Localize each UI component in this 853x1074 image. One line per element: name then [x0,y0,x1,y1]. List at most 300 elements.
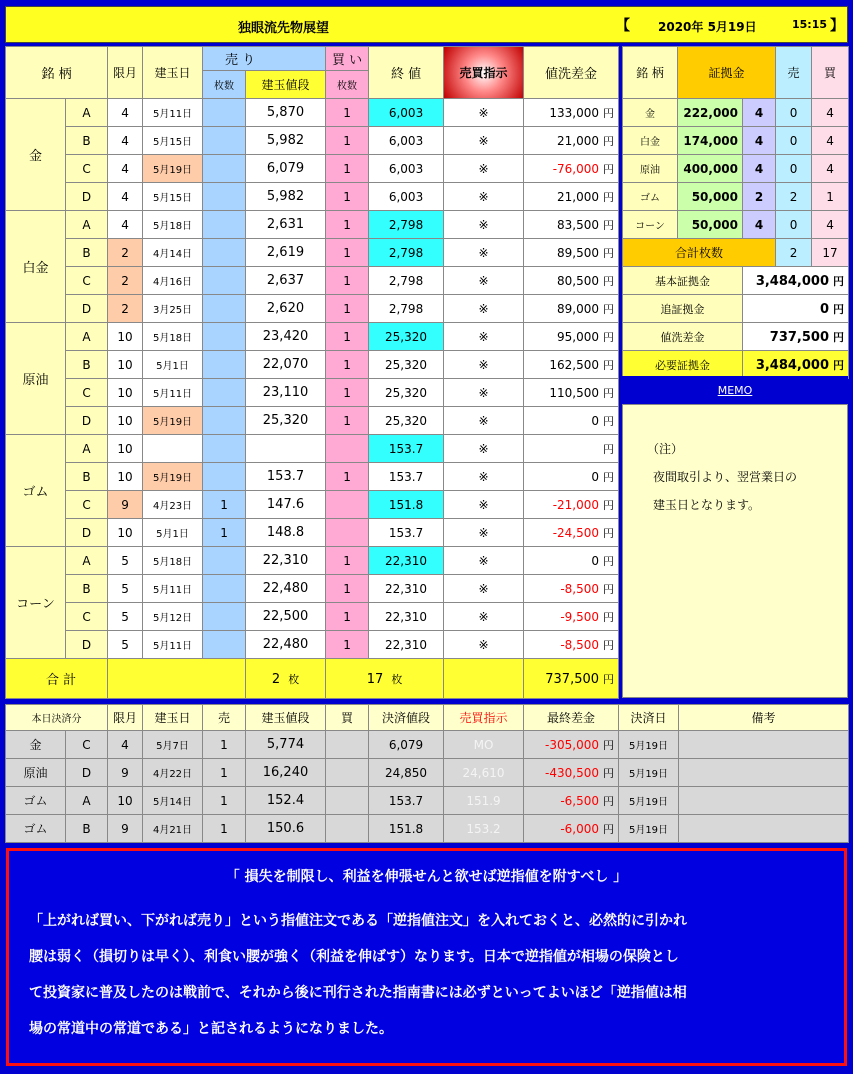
scol-price: 建玉値段 [246,705,326,731]
settle-month: 10 [108,787,143,815]
settle-code: A [66,787,108,815]
row-sell-qty: 1 [203,519,246,547]
margin-buy: 1 [812,183,849,211]
row-price: 2,631 [246,211,326,239]
settle-month: 4 [108,731,143,759]
table-row [6,127,619,155]
settle-price: 16,240 [246,759,326,787]
total-diff-yen: 円 [603,672,615,686]
row-instruction: ※ [444,155,524,183]
row-price: 2,637 [246,267,326,295]
row-instruction: ※ [444,239,524,267]
row-code: D [66,183,108,211]
row-code: A [66,211,108,239]
row-date: 5月11日 [143,575,203,603]
quote-line: 場の常道中の常道である」と記されるようになりました。 [29,1021,393,1037]
settle-note [679,787,849,815]
memo-link[interactable]: MEMO [717,384,753,397]
table-row [6,239,619,267]
margin-count: 4 [743,127,776,155]
memo-box [622,404,848,698]
symbol-name: 金 [6,99,66,211]
row-code: B [66,351,108,379]
row-sell-qty [203,99,246,127]
row-sell-qty [203,323,246,351]
row-diff [524,127,619,155]
summary-yen: 円 [833,302,845,316]
row-diff-value: 133,000 [549,105,600,120]
row-code: B [66,127,108,155]
margin-buy: 4 [812,99,849,127]
row-diff-yen: 円 [603,442,615,456]
settle-sprice: 6,079 [369,731,444,759]
margin-amount: 174,000 [678,127,743,155]
settle-buy [326,759,369,787]
margin-buy: 4 [812,127,849,155]
settle-date: 4月21日 [143,815,203,843]
row-price: 22,070 [246,351,326,379]
row-price: 153.7 [246,463,326,491]
row-month: 10 [108,323,143,351]
settle-name: 金 [6,731,66,759]
memo-line: （注） [647,442,684,456]
row-instruction: ※ [444,463,524,491]
row-buy-qty [326,491,369,519]
row-code: A [66,547,108,575]
margin-sell: 0 [776,127,812,155]
row-diff [524,379,619,407]
scol-diff: 最終差金 [524,705,619,731]
settle-diff-yen: 円 [603,822,614,836]
row-month: 4 [108,155,143,183]
col-symbol: 銘 柄 [6,47,108,99]
row-price: 22,310 [246,547,326,575]
table-row [6,323,619,351]
margin-buy: 4 [812,155,849,183]
settle-diff [524,815,619,843]
summary-row [623,295,849,323]
row-close: 2,798 [369,267,444,295]
row-month: 4 [108,99,143,127]
settle-sdate: 5月19日 [619,787,679,815]
col-date: 建玉日 [143,47,203,99]
row-diff-value: 110,500 [549,385,600,400]
settle-diff-value: -6,000 [560,821,599,836]
row-instruction: ※ [444,547,524,575]
row-price: 5,982 [246,127,326,155]
row-month: 10 [108,435,143,463]
row-diff [524,603,619,631]
row-instruction: ※ [444,491,524,519]
row-sell-qty [203,463,246,491]
row-date: 5月11日 [143,631,203,659]
margin-row [623,127,849,155]
row-diff-yen: 円 [603,414,615,428]
row-code: B [66,239,108,267]
row-diff-value: 80,500 [557,273,600,288]
quote-line: て投資家に普及したのは戦前で、それから後に刊行された指南書には必ずといってよいほど「逆指値は相 [29,985,687,1001]
rcol-buy: 買 [812,47,849,99]
settle-diff-yen: 円 [603,738,614,752]
header-time: 15:15 [792,18,828,31]
symbol-name: 原油 [6,323,66,435]
settle-ins: MO [444,731,524,759]
total-count-label: 合計枚数 [623,239,776,267]
symbol-name: ゴム [6,435,66,547]
row-sell-qty [203,295,246,323]
settle-diff-yen: 円 [603,794,614,808]
row-diff [524,519,619,547]
row-close: 25,320 [369,379,444,407]
settle-note [679,815,849,843]
row-month: 4 [108,183,143,211]
settle-name: ゴム [6,815,66,843]
settle-note [679,731,849,759]
settlement-row [6,815,849,843]
row-buy-qty: 1 [326,267,369,295]
row-close: 2,798 [369,295,444,323]
summary-yen: 円 [833,330,845,344]
settle-ins: 153.2 [444,815,524,843]
row-date: 4月16日 [143,267,203,295]
row-diff-yen: 円 [603,246,615,260]
row-month: 5 [108,631,143,659]
row-date: 5月1日 [143,519,203,547]
row-diff [524,435,619,463]
margin-amount: 400,000 [678,155,743,183]
row-date: 5月19日 [143,407,203,435]
scol-sell: 売 [203,705,246,731]
row-diff-yen: 円 [603,106,615,120]
row-sell-qty [203,155,246,183]
row-sell-qty: 1 [203,491,246,519]
row-sell-qty [203,183,246,211]
row-diff-yen: 円 [603,526,615,540]
row-instruction: ※ [444,295,524,323]
total-buy-unit: 枚 [391,672,403,686]
row-diff-yen: 円 [603,274,615,288]
row-close: 153.7 [369,435,444,463]
page-title: 独眼流先物展望 [238,21,330,36]
row-diff-yen: 円 [603,218,615,232]
row-instruction: ※ [444,407,524,435]
margin-sell: 0 [776,99,812,127]
quote-heading: 「 損失を制限し、利益を伸張せんと欲せば逆指値を附すべし 」 [225,869,628,885]
row-close: 25,320 [369,407,444,435]
row-date: 5月18日 [143,323,203,351]
row-sell-qty [203,351,246,379]
positions-panel [5,46,618,698]
scol-date: 建玉日 [143,705,203,731]
table-row [6,99,619,127]
row-close: 22,310 [369,547,444,575]
row-code: B [66,575,108,603]
margin-symbol: 原油 [623,155,678,183]
settle-ins: 151.9 [444,787,524,815]
row-code: C [66,379,108,407]
quote-line: 「上がれば買い、下がれば売り」という指値注文である「逆指値注文」を入れておくと、必然的に引かれ [29,913,687,929]
row-price: 2,619 [246,239,326,267]
row-buy-qty: 1 [326,407,369,435]
total-buy-qty: 17 [366,671,384,687]
row-price: 23,420 [246,323,326,351]
col-diff: 値洗差金 [524,47,619,99]
row-close: 6,003 [369,99,444,127]
settle-sdate: 5月19日 [619,731,679,759]
row-diff-yen: 円 [603,330,615,344]
row-instruction: ※ [444,267,524,295]
table-row [6,463,619,491]
row-sell-qty [203,575,246,603]
row-diff [524,99,619,127]
row-date: 5月11日 [143,99,203,127]
total-row [6,659,619,699]
row-diff-yen: 円 [603,610,615,624]
settle-sell: 1 [203,759,246,787]
date-bracket-close: 】 [830,18,844,34]
row-month: 10 [108,407,143,435]
row-diff-value: 89,500 [557,245,600,260]
total-sell-unit: 枚 [288,672,300,686]
col-close: 終 値 [369,47,444,99]
total-diff: 737,500 [545,671,600,687]
margin-sell: 2 [776,183,812,211]
row-diff-value: -21,000 [552,497,600,512]
row-sell-qty [203,239,246,267]
row-diff [524,155,619,183]
row-sell-qty [203,407,246,435]
symbol-name: 白金 [6,211,66,323]
col-buy: 買 い [326,47,369,71]
row-buy-qty: 1 [326,295,369,323]
row-sell-qty [203,379,246,407]
summary-label: 必要証拠金 [623,351,743,379]
table-row [6,631,619,659]
row-instruction: ※ [444,519,524,547]
row-code: A [66,99,108,127]
settle-sdate: 5月19日 [619,759,679,787]
row-close: 2,798 [369,211,444,239]
row-diff-yen: 円 [603,302,615,316]
settle-note [679,759,849,787]
row-price: 23,110 [246,379,326,407]
row-price: 5,982 [246,183,326,211]
total-label: 合 計 [6,659,108,699]
row-code: D [66,407,108,435]
settle-month: 9 [108,759,143,787]
quote-body [29,903,829,1047]
margin-symbol: 白金 [623,127,678,155]
row-price: 148.8 [246,519,326,547]
settlement-row [6,759,849,787]
settle-diff-value: -305,000 [545,737,599,752]
row-diff-value: -8,500 [560,581,600,596]
row-buy-qty: 1 [326,323,369,351]
settle-diff [524,731,619,759]
table-row [6,155,619,183]
row-date: 5月19日 [143,155,203,183]
row-date: 5月12日 [143,603,203,631]
row-diff-yen: 円 [603,498,615,512]
row-month: 10 [108,519,143,547]
settle-buy [326,787,369,815]
table-row [6,575,619,603]
memo-line: 夜間取引より、翌営業日の [653,470,798,484]
summary-amount: 3,484,000 [755,273,830,289]
table-row [6,603,619,631]
settle-code: D [66,759,108,787]
settle-sell: 1 [203,787,246,815]
summary-yen: 円 [833,358,845,372]
total-sell-qty: 2 [271,671,281,687]
row-date: 5月19日 [143,463,203,491]
row-diff [524,463,619,491]
row-diff-yen: 円 [603,554,615,568]
scol-sdate: 決済日 [619,705,679,731]
row-diff-value: 0 [591,553,600,568]
row-close: 22,310 [369,631,444,659]
col-buy-qty: 枚数 [326,71,369,99]
row-buy-qty: 1 [326,379,369,407]
settle-diff-value: -6,500 [560,793,599,808]
row-code: D [66,631,108,659]
row-sell-qty [203,547,246,575]
row-diff [524,631,619,659]
row-code: A [66,435,108,463]
row-date [143,435,203,463]
settlement-panel [5,704,848,843]
summary-label: 基本証拠金 [623,267,743,295]
row-price: 147.6 [246,491,326,519]
memo-header[interactable] [622,376,848,404]
row-buy-qty: 1 [326,351,369,379]
quote-line: 腰は弱く（損切りは早く）、利食い腰が強く（利益を伸ばす）なります。日本で逆指値が相場の保険とし [29,949,679,965]
row-month: 10 [108,351,143,379]
row-diff-yen: 円 [603,358,615,372]
settle-date: 5月7日 [143,731,203,759]
row-diff-value: 0 [591,469,600,484]
row-diff-yen: 円 [603,190,615,204]
row-price: 5,870 [246,99,326,127]
table-row [6,211,619,239]
row-diff-yen: 円 [603,582,615,596]
row-date: 4月23日 [143,491,203,519]
row-code: D [66,519,108,547]
row-month: 10 [108,463,143,491]
settle-diff-yen: 円 [603,766,614,780]
row-sell-qty [203,211,246,239]
margin-symbol: ゴム [623,183,678,211]
summary-row [623,323,849,351]
row-date: 5月15日 [143,183,203,211]
row-date: 5月11日 [143,379,203,407]
settle-sprice: 151.8 [369,815,444,843]
settle-sprice: 153.7 [369,787,444,815]
margin-row [623,99,849,127]
row-diff [524,295,619,323]
settle-sell: 1 [203,731,246,759]
margin-row [623,183,849,211]
margin-sell: 0 [776,211,812,239]
row-instruction: ※ [444,631,524,659]
settle-buy [326,815,369,843]
summary-row [623,351,849,379]
row-date: 5月18日 [143,547,203,575]
margin-count: 2 [743,183,776,211]
row-price [246,435,326,463]
settle-price: 5,774 [246,731,326,759]
row-code: D [66,295,108,323]
scol-ins: 売買指示 [444,705,524,731]
table-row [6,547,619,575]
row-close: 22,310 [369,603,444,631]
row-code: C [66,603,108,631]
row-month: 2 [108,267,143,295]
col-sell: 売 り [203,47,326,71]
row-buy-qty: 1 [326,127,369,155]
settle-sell: 1 [203,815,246,843]
row-diff [524,407,619,435]
row-sell-qty [203,435,246,463]
settle-buy [326,731,369,759]
summary-row [623,267,849,295]
margin-amount: 50,000 [678,183,743,211]
row-price: 22,480 [246,575,326,603]
settle-code: B [66,815,108,843]
row-close: 6,003 [369,127,444,155]
row-buy-qty: 1 [326,631,369,659]
settle-date: 4月22日 [143,759,203,787]
settle-sdate: 5月19日 [619,815,679,843]
row-diff [524,575,619,603]
summary-amount: 737,500 [769,329,830,345]
row-buy-qty: 1 [326,211,369,239]
row-instruction: ※ [444,127,524,155]
row-code: B [66,463,108,491]
margin-symbol: コーン [623,211,678,239]
row-diff-yen: 円 [603,134,615,148]
margin-amount: 222,000 [678,99,743,127]
row-price: 6,079 [246,155,326,183]
row-code: C [66,267,108,295]
row-close: 25,320 [369,323,444,351]
row-diff-value: 0 [591,413,600,428]
row-sell-qty [203,631,246,659]
row-diff-value: 95,000 [557,329,600,344]
row-close: 22,310 [369,575,444,603]
row-date: 5月18日 [143,211,203,239]
margin-symbol: 金 [623,99,678,127]
settle-sprice: 24,850 [369,759,444,787]
row-diff-value: -76,000 [552,161,600,176]
instruction-button[interactable]: 売買指示 [444,47,524,99]
settlement-table [5,704,849,843]
table-row [6,183,619,211]
settle-month: 9 [108,815,143,843]
row-diff [524,547,619,575]
row-diff-yen: 円 [603,162,615,176]
summary-value [743,295,849,323]
row-buy-qty [326,435,369,463]
margin-sell: 0 [776,155,812,183]
summary-amount: 3,484,000 [755,357,830,373]
row-diff-value: -9,500 [560,609,600,624]
row-month: 5 [108,575,143,603]
settle-diff [524,759,619,787]
row-close: 2,798 [369,239,444,267]
row-diff [524,267,619,295]
row-buy-qty: 1 [326,239,369,267]
